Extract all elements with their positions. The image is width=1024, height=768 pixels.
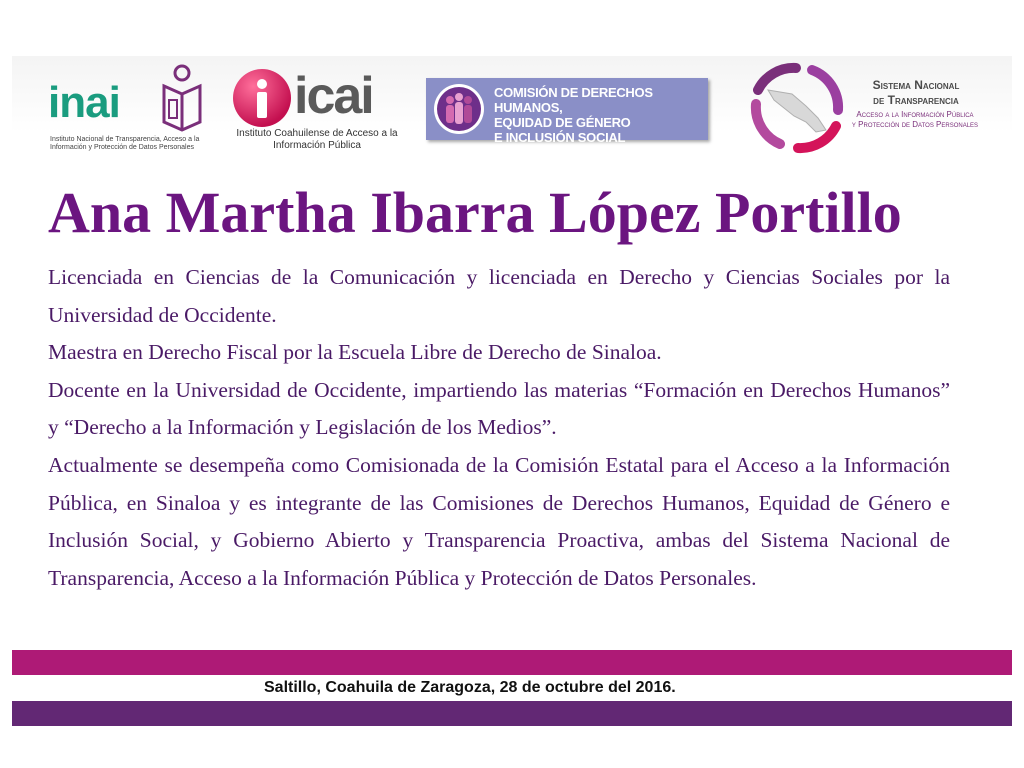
icai-i-ball-icon — [232, 68, 292, 128]
snt-title — [856, 78, 976, 108]
bio-paragraph-masters: Maestra en Derecho Fiscal por la Escuela Libre de Derecho de Sinaloa. — [48, 340, 662, 365]
comision-line-1: COMISIÓN DE DERECHOS HUMANOS, — [494, 85, 653, 115]
snt-subtitle — [850, 110, 980, 130]
snt-subtitle-line-1: Acceso a la Información Pública — [856, 110, 974, 119]
snt-logo — [740, 60, 980, 156]
bio-paragraph-education: Licenciada en Ciencias de la Comunicación y licenciada en Derecho y Ciencias Sociales por la Universidad de Occidente. — [48, 265, 950, 327]
comision-line-3: E INCLUSIÓN SOCIAL — [494, 130, 626, 145]
snt-title-line-1: Sistema Nacional — [872, 78, 960, 92]
snt-title-line-2: de Transparencia — [873, 93, 959, 107]
inai-figure-icon — [160, 64, 204, 136]
snt-subtitle-line-2: y Protección de Datos Personales — [851, 120, 979, 129]
comision-title — [494, 85, 704, 145]
footer-band-magenta — [12, 650, 1012, 675]
people-group-icon — [430, 82, 488, 136]
footer-band-purple — [12, 701, 1012, 726]
icai-subtitle: Instituto Coahuilense de Acceso a la Información Pública — [236, 128, 398, 151]
inai-wordmark: inai — [48, 78, 120, 127]
bio-paragraph-teaching: Docente en la Universidad de Occidente, impartiendo las materias “Formación en Derechos Humanos” y “Derecho a la Información y Legislación de los Medios”. — [48, 377, 950, 440]
inai-subtitle: Instituto Nacional de Transparencia, Acceso a la Información y Protección de Datos Personales — [50, 136, 200, 151]
comision-line-2: EQUIDAD DE GÉNERO — [494, 115, 631, 130]
mexico-map-emblem-icon — [740, 60, 852, 156]
person-name: Ana Martha Ibarra López Portillo — [48, 180, 902, 245]
icai-logo — [228, 64, 400, 156]
inai-logo — [48, 64, 208, 154]
bio-paragraph-current-role: Actualmente se desempeña como Comisionada de la Comisión Estatal para el Acceso a la Información Pública, en Sinaloa y es integrante de las Comisiones de Derechos Humanos, Equidad de Género e Inclusión Social, y Gobierno Abierto y Transparencia Proactiva, ambas del Sistema Nacional de Transparencia, Acceso a la Información Pública y Protección de Datos Personales. — [48, 452, 950, 590]
icai-wordmark: icai — [294, 67, 373, 125]
footer-place-date: Saltillo, Coahuila de Zaragoza, 28 de octubre del 2016. — [264, 679, 676, 696]
biography — [48, 259, 950, 597]
comision-logo — [426, 78, 708, 145]
